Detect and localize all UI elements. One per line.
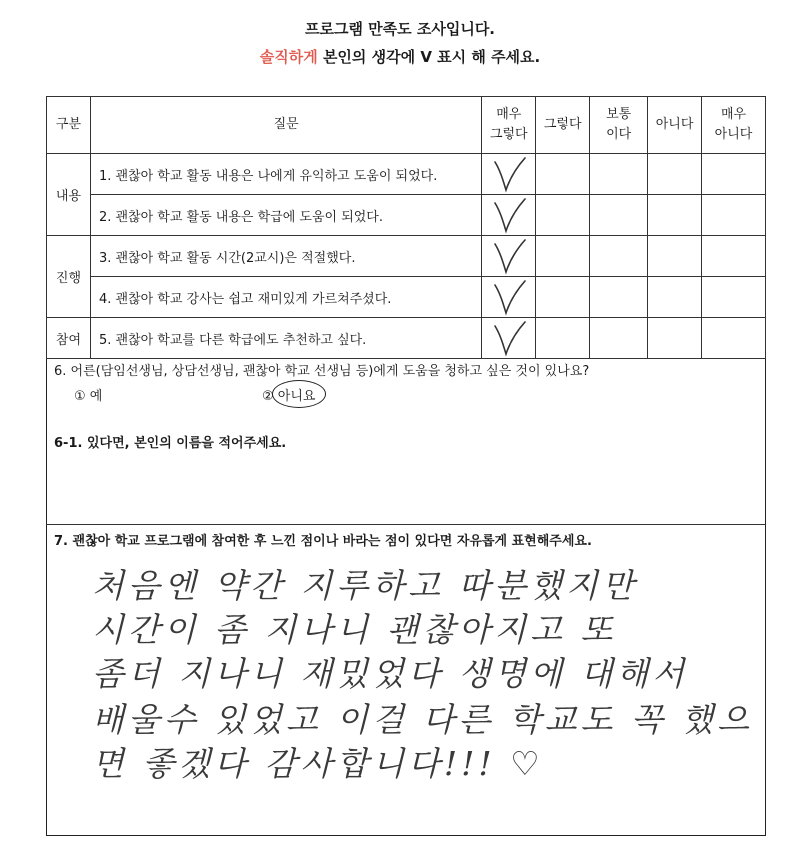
header-option-very-agree: 매우 그렇다	[482, 97, 536, 154]
question-2: 2. 괜찮아 학교 활동 내용은 학급에 도움이 되었다.	[90, 195, 481, 236]
header-option-neutral: 보통 이다	[590, 97, 648, 154]
survey-table	[46, 96, 766, 359]
answer-cell-q4-neutral[interactable]	[590, 277, 648, 318]
selected-answer-circle	[272, 380, 326, 408]
header-category: 구분	[47, 97, 91, 154]
answer-cell-q2-agree[interactable]	[536, 195, 590, 236]
table-row	[47, 318, 766, 359]
answer-cell-q5-neutral[interactable]	[590, 318, 648, 359]
handwritten-answer-line: 좀더 지나니 재밌었다 생명에 대해서	[92, 654, 689, 693]
answer-cell-q4-very-agree[interactable]	[482, 277, 536, 318]
table-row	[47, 154, 766, 195]
handwritten-answer-line: 처음엔 약간 지루하고 따분했지만	[92, 566, 638, 605]
table-header-row	[47, 97, 766, 154]
check-mark-icon	[482, 154, 535, 194]
header-option-agree: 그렇다	[536, 97, 590, 154]
instruction-highlight: 솔직하게	[259, 48, 318, 66]
section-divider	[46, 524, 766, 525]
answer-cell-q2-neutral[interactable]	[590, 195, 648, 236]
q6-option-yes[interactable]: ① 예	[74, 389, 103, 404]
answer-cell-q4-disagree[interactable]	[648, 277, 702, 318]
survey-title: 프로그램 만족도 조사입니다.	[304, 20, 496, 38]
answer-cell-q5-very-agree[interactable]	[482, 318, 536, 359]
answer-cell-q5-agree[interactable]	[536, 318, 590, 359]
header-option-very-disagree: 매우 아니다	[702, 97, 766, 154]
handwritten-answer-line: 면 좋겠다 감사합니다!!! ♡	[92, 744, 544, 783]
category-join: 참여	[47, 318, 91, 359]
answer-cell-q3-disagree[interactable]	[648, 236, 702, 277]
answer-cell-q3-neutral[interactable]	[590, 236, 648, 277]
answer-cell-q2-disagree[interactable]	[648, 195, 702, 236]
check-mark-icon	[482, 318, 535, 358]
table-row	[47, 195, 766, 236]
answer-cell-q5-disagree[interactable]	[648, 318, 702, 359]
answer-cell-q1-disagree[interactable]	[648, 154, 702, 195]
question-6: 6. 어른(담임선생님, 상담선생님, 괜찮아 학교 선생님 등)에게 도움을 청하고 싶은 것이 있나요?	[54, 364, 590, 379]
question-1: 1. 괜찮아 학교 활동 내용은 나에게 유익하고 도움이 되었다.	[90, 154, 481, 195]
answer-cell-q2-very-agree[interactable]	[482, 195, 536, 236]
check-mark-icon	[482, 195, 535, 235]
q6-option-no[interactable]: ② 아니요	[262, 389, 316, 404]
question-4: 4. 괜찮아 학교 강사는 쉽고 재미있게 가르쳐주셨다.	[90, 277, 481, 318]
category-progress: 진행	[47, 236, 91, 318]
answer-cell-q2-very-disagree[interactable]	[702, 195, 766, 236]
answer-cell-q1-very-disagree[interactable]	[702, 154, 766, 195]
question-6-1: 6-1. 있다면, 본인의 이름을 적어주세요.	[54, 436, 287, 451]
answer-cell-q1-neutral[interactable]	[590, 154, 648, 195]
question-5: 5. 괜찮아 학교를 다른 학급에도 추천하고 싶다.	[90, 318, 481, 359]
question-3: 3. 괜찮아 학교 활동 시간(2교시)은 적절했다.	[90, 236, 481, 277]
header-question: 질문	[90, 97, 481, 154]
table-row	[47, 277, 766, 318]
answer-cell-q1-very-agree[interactable]	[482, 154, 536, 195]
answer-cell-q3-very-agree[interactable]	[482, 236, 536, 277]
answer-cell-q3-very-disagree[interactable]	[702, 236, 766, 277]
survey-instruction	[0, 46, 800, 67]
answer-cell-q3-agree[interactable]	[536, 236, 590, 277]
category-content: 내용	[47, 154, 91, 236]
answer-cell-q4-agree[interactable]	[536, 277, 590, 318]
handwritten-answer-line: 시간이 좀 지나니 괜찮아지고 또	[92, 610, 617, 649]
table-row	[47, 236, 766, 277]
check-mark-icon	[482, 277, 535, 317]
instruction-text: 본인의 생각에 V 표시 해 주세요.	[317, 48, 541, 66]
handwritten-answer-line: 배울수 있었고 이걸 다른 학교도 꼭 했으	[92, 700, 753, 739]
question-7: 7. 괜찮아 학교 프로그램에 참여한 후 느낀 점이나 바라는 점이 있다면 자유롭게 표현해주세요.	[54, 534, 592, 549]
answer-cell-q5-very-disagree[interactable]	[702, 318, 766, 359]
answer-cell-q1-agree[interactable]	[536, 154, 590, 195]
answer-cell-q4-very-disagree[interactable]	[702, 277, 766, 318]
header-option-disagree: 아니다	[648, 97, 702, 154]
check-mark-icon	[482, 236, 535, 276]
